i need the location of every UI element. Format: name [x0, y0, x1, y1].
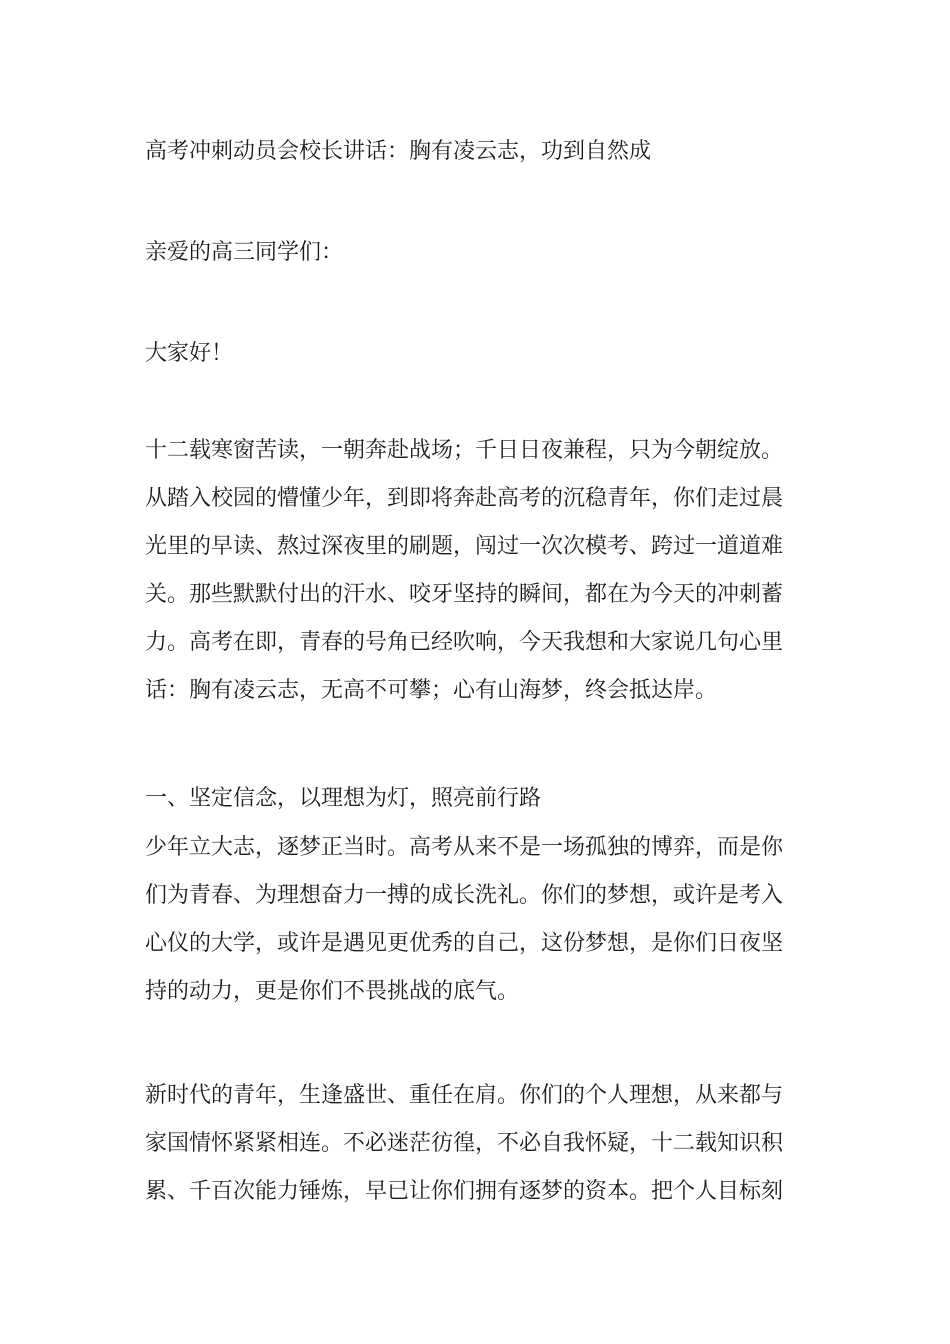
- greeting: 大家好！: [145, 341, 234, 366]
- section-heading: 一、坚定信念，以理想为灯，照亮前行路: [145, 786, 542, 811]
- paragraph-line: 持的动力，更是你们不畏挑战的底气。: [145, 979, 520, 1004]
- salutation: 亲爱的高三同学们：: [145, 240, 344, 265]
- paragraph-line: 话：胸有凌云志，无高不可攀；心有山海梦，终会抵达岸。: [145, 678, 718, 703]
- paragraph-line: 十二载寒窗苦读，一朝奔赴战场；千日日夜兼程，只为今朝绽放。: [145, 438, 784, 463]
- paragraph-line: 从踏入校园的懵懂少年，到即将奔赴高考的沉稳青年，你们走过晨: [145, 486, 784, 511]
- paragraph-line: 累、千百次能力锤炼，早已让你们拥有逐梦的资本。把个人目标刻: [145, 1179, 784, 1204]
- paragraph-line: 家国情怀紧紧相连。不必迷茫彷徨，不必自我怀疑，十二载知识积: [145, 1131, 784, 1156]
- paragraph-line: 们为青春、为理想奋力一搏的成长洗礼。你们的梦想，或许是考入: [145, 883, 784, 908]
- paragraph-line: 力。高考在即，青春的号角已经吹响，今天我想和大家说几句心里: [145, 630, 784, 655]
- paragraph-line: 光里的早读、熬过深夜里的刷题，闯过一次次模考、跨过一道道难: [145, 534, 784, 559]
- paragraph-line: 新时代的青年，生逢盛世、重任在肩。你们的个人理想，从来都与: [145, 1083, 784, 1108]
- paragraph-line: 少年立大志，逐梦正当时。高考从来不是一场孤独的博弈，而是你: [145, 835, 784, 860]
- paragraph-line: 关。那些默默付出的汗水、咬牙坚持的瞬间，都在为今天的冲刺蓄: [145, 582, 784, 607]
- paragraph-line: 心仪的大学，或许是遇见更优秀的自己，这份梦想，是你们日夜坚: [145, 931, 784, 956]
- document-title: 高考冲刺动员会校长讲话：胸有凌云志，功到自然成: [145, 139, 652, 164]
